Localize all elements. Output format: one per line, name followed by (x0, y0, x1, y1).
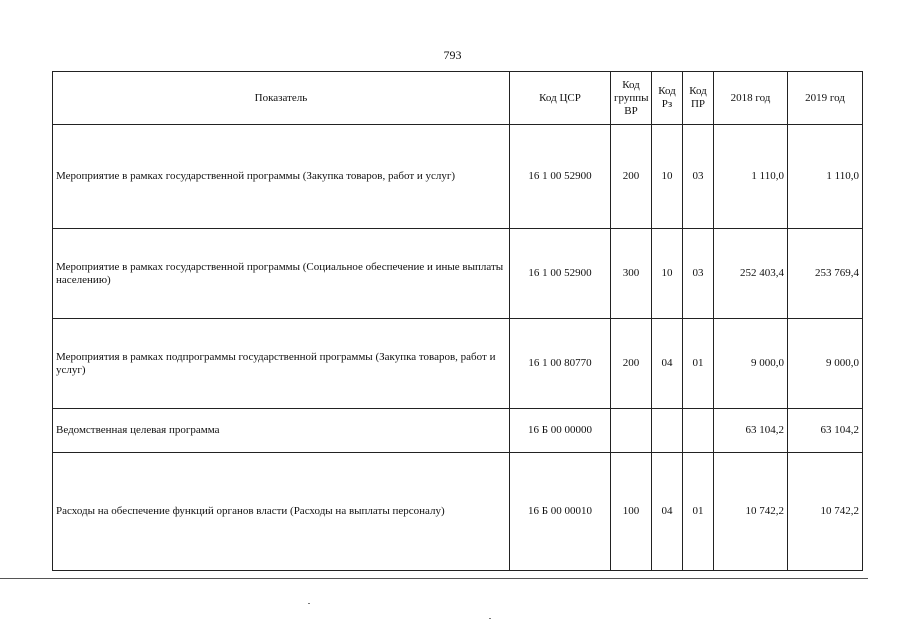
row-vr-cell: 300 (611, 229, 652, 319)
table-row (53, 319, 863, 409)
column-header-vr: Код группы ВР (611, 72, 652, 125)
table-row (53, 229, 863, 319)
row-vr-cell: 100 (611, 453, 652, 571)
row-rz-cell: 10 (652, 125, 683, 229)
row-rz-cell: 04 (652, 453, 683, 571)
row-2019-cell: 63 104,2 (788, 409, 863, 453)
row-vr-cell: 200 (611, 319, 652, 409)
row-name-cell: Мероприятие в рамках государственной программы (Социальное обеспечение и иные выплаты населению) (53, 229, 510, 319)
table-row (53, 453, 863, 571)
row-2019-cell: 1 110,0 (788, 125, 863, 229)
table-header-row (53, 72, 863, 125)
page-number: 793 (443, 48, 462, 62)
row-name-cell: Мероприятия в рамках подпрограммы государственной программы (Закупка товаров, работ и услуг) (53, 319, 510, 409)
scan-speck (489, 618, 491, 619)
row-2018-cell: 10 742,2 (714, 453, 788, 571)
row-name-cell: Мероприятие в рамках государственной программы (Закупка товаров, работ и услуг) (53, 125, 510, 229)
row-pr-cell: 03 (683, 125, 714, 229)
row-rz-cell: 10 (652, 229, 683, 319)
row-2019-cell: 10 742,2 (788, 453, 863, 571)
row-rz-cell (652, 409, 683, 453)
row-2018-cell: 1 110,0 (714, 125, 788, 229)
row-vr-cell: 200 (611, 125, 652, 229)
row-2018-cell: 63 104,2 (714, 409, 788, 453)
row-pr-cell: 03 (683, 229, 714, 319)
row-pr-cell (683, 409, 714, 453)
column-header-name: Показатель (53, 72, 510, 125)
row-2019-cell: 9 000,0 (788, 319, 863, 409)
column-header-2019: 2019 год (788, 72, 863, 125)
row-pr-cell: 01 (683, 453, 714, 571)
row-2018-cell: 252 403,4 (714, 229, 788, 319)
row-csr-cell: 16 1 00 52900 (510, 229, 611, 319)
row-csr-cell: 16 Б 00 00000 (510, 409, 611, 453)
row-name-cell: Ведомственная целевая программа (53, 409, 510, 453)
page-bottom-rule (0, 578, 868, 579)
row-name-cell: Расходы на обеспечение функций органов власти (Расходы на выплаты персоналу) (53, 453, 510, 571)
budget-table (52, 71, 863, 571)
table-row (53, 125, 863, 229)
column-header-csr: Код ЦСР (510, 72, 611, 125)
row-2019-cell: 253 769,4 (788, 229, 863, 319)
row-2018-cell: 9 000,0 (714, 319, 788, 409)
row-csr-cell: 16 1 00 52900 (510, 125, 611, 229)
column-header-2018: 2018 год (714, 72, 788, 125)
scan-speck (308, 603, 310, 604)
row-csr-cell: 16 1 00 80770 (510, 319, 611, 409)
row-vr-cell (611, 409, 652, 453)
table-row (53, 409, 863, 453)
row-rz-cell: 04 (652, 319, 683, 409)
row-csr-cell: 16 Б 00 00010 (510, 453, 611, 571)
row-pr-cell: 01 (683, 319, 714, 409)
column-header-pr: Код ПР (683, 72, 714, 125)
column-header-rz: Код Рз (652, 72, 683, 125)
